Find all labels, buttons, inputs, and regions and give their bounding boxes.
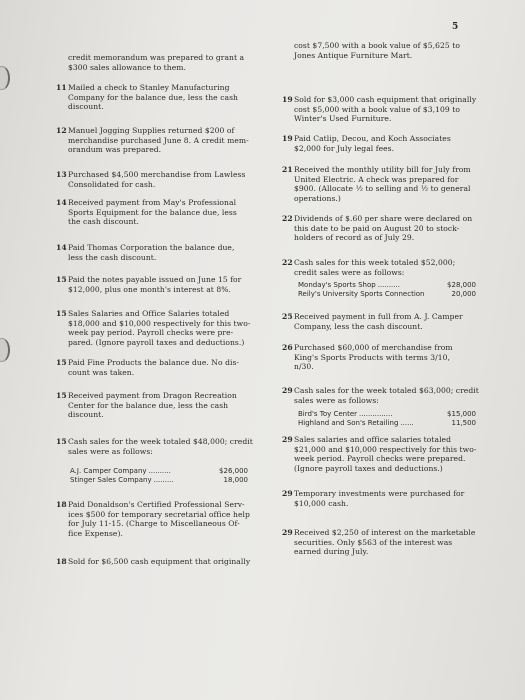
entry-text-line: Consolidated for cash. — [68, 179, 156, 189]
entry-text-line: credit sales were as follows: — [294, 267, 405, 277]
sale-amount: $26,000 — [219, 467, 248, 475]
entry-text-line: holders of record as of July 29. — [294, 233, 415, 243]
entry-day: 26 — [282, 343, 293, 352]
journal-entry — [56, 243, 234, 262]
entry-text-line: orandum was prepared. — [68, 145, 162, 155]
entry-text-line: pared. (Ignore payroll taxes and deductions.) — [68, 337, 245, 347]
customer-name: Bird's Toy Center — [298, 410, 358, 418]
entry-text-line: Received payment in full from A. J. Camper — [294, 312, 463, 321]
entry-text-line: sales were as follows: — [294, 395, 379, 405]
sale-amount: $28,000 — [447, 281, 476, 289]
credit-sales-list-29 — [298, 410, 476, 428]
journal-entry — [282, 95, 476, 124]
journal-entry — [282, 489, 464, 508]
credit-sales-list-22 — [298, 281, 476, 299]
entry-text-line: Cash sales for this week totaled $52,000; — [294, 258, 456, 267]
entry-text-line: King's Sports Products with terms 3/10, — [294, 352, 450, 362]
entry-text-line: $900. (Allocate ½ to selling and ½ to general — [294, 184, 471, 194]
entry-text-line: week period. Payroll checks were prepared. — [294, 454, 466, 464]
entry-text-line: Purchased $60,000 of merchandise from — [294, 343, 453, 352]
entry-text-line: Paid the notes payable issued on June 15 for — [68, 275, 242, 284]
entry-day: 29 — [282, 435, 293, 444]
entry-text-line: Winter's Used Furniture. — [294, 114, 392, 124]
journal-entry — [282, 435, 476, 473]
leader-dots: ......... — [153, 476, 174, 484]
binder-hole-bottom — [0, 338, 10, 362]
entry-text-line: Company, less the cash discount. — [294, 321, 423, 331]
entry-text-line: Sales Salaries and Office Salaries totaled — [68, 309, 230, 318]
entry-text-line: Paid Donaldson's Certified Professional Serv- — [68, 500, 245, 509]
sale-amount: $15,000 — [447, 410, 476, 418]
entry-text-line: credit memorandum was prepared to grant a — [68, 53, 245, 62]
journal-entry — [282, 165, 471, 203]
customer-name: A.J. Camper Company — [70, 467, 147, 475]
credit-sale-row — [298, 290, 476, 299]
entry-text-line: the cash discount. — [68, 217, 139, 227]
entry-day: 21 — [282, 165, 293, 174]
entry-day: 13 — [56, 170, 67, 179]
journal-entry — [56, 198, 237, 227]
entry-text-line: Cash sales for the week totaled $48,000; credit — [68, 437, 253, 446]
entry-text-line: Temporary investments were purchased for — [294, 489, 465, 498]
entry-day: 22 — [282, 258, 293, 267]
entry-text-line: $10,000 cash. — [294, 498, 349, 508]
journal-entry — [56, 437, 253, 456]
sale-amount: 20,000 — [451, 290, 476, 298]
entry-text-line: week pay period. Payroll checks were pre- — [68, 328, 234, 338]
left-credit-sales-list — [70, 467, 248, 485]
journal-entry — [56, 309, 250, 347]
page-number: 5 — [452, 22, 459, 32]
credit-sale-row — [298, 410, 476, 419]
entry-day: 15 — [56, 275, 67, 284]
entry-text-line: $2,000 for July legal fees. — [294, 143, 395, 153]
leader-dots: ...... — [400, 419, 414, 427]
entry-text-line: this date to be paid on August 20 to stock- — [294, 223, 460, 233]
entry-text-line: $18,000 and $10,000 respectively for this two- — [68, 318, 251, 328]
sale-amount: 11,500 — [451, 419, 476, 427]
entry-text-line: Paid Catlip, Decou, and Koch Associates — [294, 134, 451, 143]
customer-name: Highland and Son's Retailing — [298, 419, 399, 427]
entry-day: 15 — [56, 309, 67, 318]
entry-text-line: fice Expense). — [68, 528, 123, 538]
entry-text-line: Received payment from Dragon Recreation — [68, 391, 237, 400]
entry-text-line: ices $500 for temporary secretarial office help — [68, 509, 250, 519]
journal-entry — [282, 386, 479, 405]
entry-day: 14 — [56, 198, 67, 207]
entry-day: 15 — [56, 391, 67, 400]
journal-entry — [282, 134, 451, 153]
entry-text-line: (Ignore payroll taxes and deductions.) — [294, 463, 443, 473]
entry-day: 11 — [56, 83, 67, 92]
journal-entry — [282, 312, 463, 331]
journal-entry — [56, 557, 250, 567]
entry-text-line: United Electric. A check was prepared for — [294, 174, 459, 184]
entry-text-line: merchandise purchased June 8. A credit mem- — [68, 135, 249, 145]
journal-entry — [56, 391, 237, 420]
entry-text-line: cost $7,500 with a book value of $5,625 to — [294, 41, 460, 50]
journal-entry — [282, 41, 460, 60]
entry-text-line: Received payment from May's Professional — [68, 198, 237, 207]
journal-entry — [56, 83, 238, 112]
entry-text-line: Dividends of $.60 per share were declared on — [294, 214, 473, 223]
credit-sale-row — [298, 419, 476, 428]
entry-text-line: cost $5,000 with a book value of $3,109 to — [294, 104, 460, 114]
entry-day: 15 — [56, 437, 67, 446]
entry-text-line: Sold for $6,500 cash equipment that originally — [68, 557, 251, 566]
journal-entry — [56, 500, 250, 538]
journal-entry — [282, 528, 475, 557]
entry-text-line: Paid Thomas Corporation the balance due, — [68, 243, 235, 252]
journal-entry — [56, 358, 239, 377]
credit-sale-row — [70, 476, 248, 485]
entry-text-line: discount. — [68, 410, 104, 420]
entry-text-line: earned during July. — [294, 547, 369, 557]
journal-entry — [282, 214, 472, 243]
entry-day: 15 — [56, 358, 67, 367]
journal-entry — [56, 126, 249, 155]
leader-dots: .......... — [377, 281, 400, 289]
entry-text-line: Jones Antique Furniture Mart. — [294, 50, 413, 60]
entry-day: 25 — [282, 312, 293, 321]
entry-day: 18 — [56, 557, 67, 566]
entry-text-line: Sales salaries and office salaries totaled — [294, 435, 452, 444]
entry-text-line: $300 sales allowance to them. — [68, 62, 186, 72]
entry-text-line: operations.) — [294, 193, 341, 203]
entry-day: 18 — [56, 500, 67, 509]
entry-text-line: count was taken. — [68, 367, 135, 377]
journal-entry — [56, 53, 244, 72]
entry-day: 29 — [282, 489, 293, 498]
journal-entry — [282, 258, 455, 277]
customer-name: Monday's Sports Shop — [298, 281, 376, 289]
entry-text-line: $21,000 and $10,000 respectively for this two- — [294, 444, 477, 454]
entry-text-line: discount. — [68, 102, 104, 112]
entry-day: 19 — [282, 134, 293, 143]
sale-amount: 18,000 — [223, 476, 248, 484]
entry-day: 29 — [282, 528, 293, 537]
entry-text-line: securities. Only $563 of the interest was — [294, 537, 453, 547]
entry-text-line: less the cash discount. — [68, 252, 157, 262]
entry-text-line: Received $2,250 of interest on the marketable — [294, 528, 476, 537]
entry-day: 19 — [282, 95, 293, 104]
entry-day: 14 — [56, 243, 67, 252]
entry-day: 22 — [282, 214, 293, 223]
journal-entry — [282, 343, 453, 372]
entry-text-line: Received the monthly utility bill for July from — [294, 165, 471, 174]
binder-hole-top — [0, 66, 10, 90]
entry-day: 12 — [56, 126, 67, 135]
entry-text-line: Mailed a check to Stanley Manufacturing — [68, 83, 230, 92]
entry-text-line: Sports Equipment for the balance due, less — [68, 207, 237, 217]
entry-day: 29 — [282, 386, 293, 395]
customer-name: Reily's University Sports Connection — [298, 290, 425, 298]
entry-text-line: Paid Fine Products the balance due. No dis- — [68, 358, 240, 367]
customer-name: Stinger Sales Company — [70, 476, 152, 484]
journal-entry — [56, 275, 241, 294]
leader-dots: .......... — [148, 467, 171, 475]
entry-text-line: Center for the balance due, less the cash — [68, 400, 229, 410]
entry-text-line: $12,000, plus one month's interest at 8%. — [68, 284, 231, 294]
credit-sale-row — [70, 467, 248, 476]
entry-text-line: Sold for $3,000 cash equipment that originally — [294, 95, 477, 104]
entry-text-line: Manuel Jogging Supplies returned $200 of — [68, 126, 235, 135]
leader-dots: ............... — [359, 410, 393, 418]
entry-text-line: n/30. — [294, 362, 314, 372]
entry-text-line: sales were as follows: — [68, 446, 153, 456]
journal-entry — [56, 170, 245, 189]
entry-text-line: for July 11-15. (Charge to Miscellaneous Of- — [68, 519, 240, 529]
credit-sale-row — [298, 281, 476, 290]
entry-text-line: Cash sales for the week totaled $63,000; credit — [294, 386, 479, 395]
entry-text-line: Company for the balance due, less the cash — [68, 92, 238, 102]
entry-text-line: Purchased $4,500 merchandise from Lawless — [68, 170, 246, 179]
